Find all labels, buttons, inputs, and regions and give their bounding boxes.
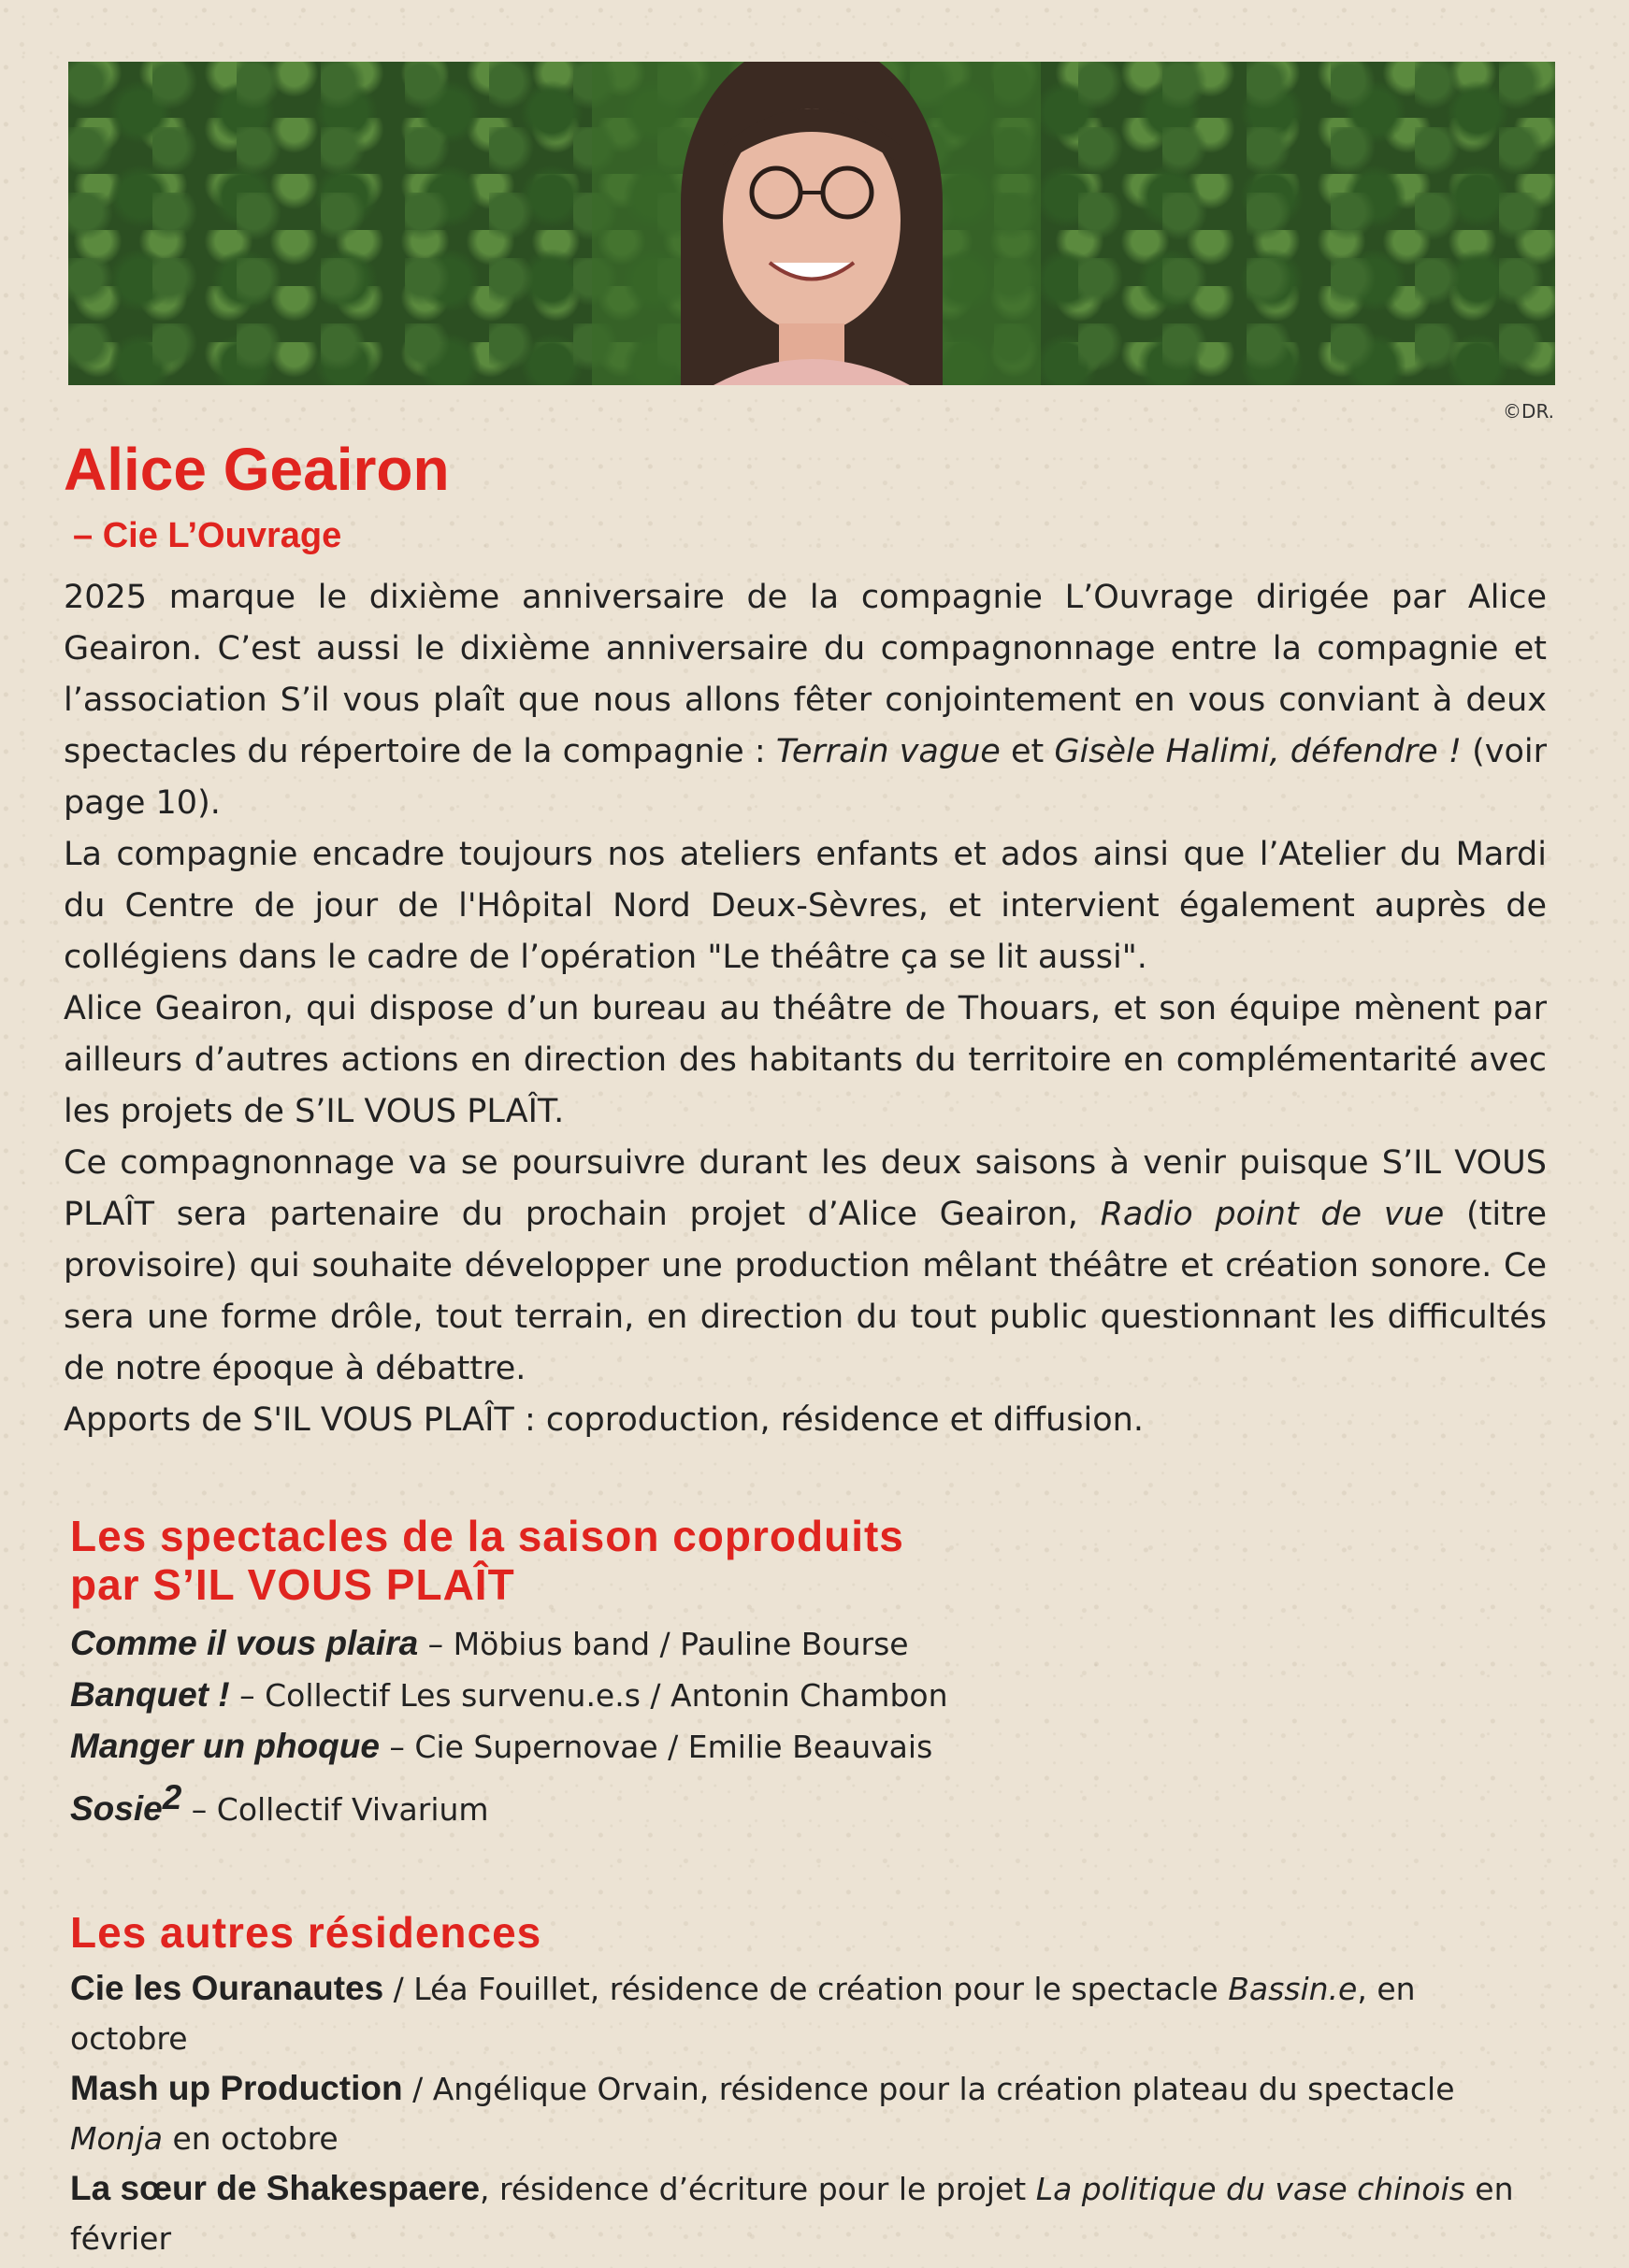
paragraph-4 xyxy=(64,1138,1547,1395)
photo-credit: ©DR. xyxy=(1503,400,1554,423)
show-title: Monja xyxy=(70,2120,163,2157)
text: , résidence d’écriture pour le projet xyxy=(480,2171,1036,2207)
list-item xyxy=(70,1773,1529,1835)
superscript: 2 xyxy=(162,1778,182,1816)
show-detail: – Cie Supernovae / Emilie Beauvais xyxy=(379,1729,933,1765)
show-detail: – Möbius band / Pauline Bourse xyxy=(418,1626,909,1662)
text: , en octobre xyxy=(70,1971,1416,2057)
show-title: Bassin.e xyxy=(1228,1971,1358,2007)
list-item xyxy=(70,1721,1529,1773)
text: 2025 marque le dixième anniversaire de la compagnie L’Ouvrage dirigée par Alice Geairon. C’est aussi le dixième anniversaire du compagnonnage entre la compagnie et l’association S’il vous plaît que nous allons fêter conjointement en vous conviant à deux spectacles du répertoire de la compagnie : xyxy=(64,579,1547,770)
show-title: Terrain vague xyxy=(775,733,1001,770)
text: en octobre xyxy=(162,2120,339,2157)
text: / Léa Fouillet, résidence de création pour le spectacle xyxy=(383,1971,1229,2007)
heading-line: par S’IL VOUS PLAÎT xyxy=(70,1560,515,1609)
text: en février xyxy=(70,2171,1514,2257)
paragraph-3: Alice Geairon, qui dispose d’un bureau au théâtre de Thouars, et son équipe mènent par ailleurs d’autres actions en direction des habitants du territoire en complémentarité avec les projets de S’IL VOUS PLAÎT. xyxy=(64,990,1547,1130)
list-item xyxy=(70,1670,1529,1721)
list-item xyxy=(70,1618,1529,1670)
show-title: Banquet ! xyxy=(70,1675,230,1714)
profile-body xyxy=(64,572,1547,1446)
coproductions-list xyxy=(70,1618,1529,1835)
paragraph-1 xyxy=(64,572,1547,829)
show-title: Comme il vous plaira xyxy=(70,1624,419,1662)
list-item xyxy=(70,2063,1529,2163)
residence-name: Mash up Production xyxy=(70,2069,403,2107)
list-item xyxy=(70,1963,1529,2063)
show-title: Sosie xyxy=(70,1789,163,1828)
text: Ce compagnonnage va se poursuivre durant les deux saisons à venir puisque S’IL VOUS PLAÎT sera partenaire du prochain projet d’Alice Geairon, xyxy=(64,1144,1547,1233)
project-title: Radio point de vue xyxy=(1100,1196,1445,1233)
text: et xyxy=(1000,733,1055,770)
residence-name: La sœur de Shakespaere xyxy=(70,2169,481,2207)
residences-list xyxy=(70,1963,1529,2263)
show-title: Gisèle Halimi, défendre ! xyxy=(1054,733,1462,770)
portrait-photo xyxy=(68,62,1555,385)
company-name: – Cie L’Ouvrage xyxy=(73,516,342,555)
profile-name: Alice Geairon xyxy=(64,436,450,503)
heading-line: Les spectacles de la saison coproduits xyxy=(70,1512,904,1560)
coproductions-heading xyxy=(70,1512,904,1609)
portrait-illustration xyxy=(68,62,1555,385)
residences-heading: Les autres résidences xyxy=(70,1908,542,1957)
paragraph-2: La compagnie encadre toujours nos ateliers enfants et ados ainsi que l’Atelier du Mardi du Centre de jour de l'Hôpital Nord Deux-Sèvres, et intervient également auprès de collégiens dans le cadre de l’opération "Le théâtre ça se lit aussi". xyxy=(64,836,1547,976)
paragraph-5: Apports de S'IL VOUS PLAÎT : coproduction, résidence et diffusion. xyxy=(64,1401,1144,1439)
show-title: Manger un phoque xyxy=(70,1727,380,1765)
list-item xyxy=(70,2163,1529,2263)
show-detail: – Collectif Les survenu.e.s / Antonin Chambon xyxy=(229,1677,948,1714)
text: / Angélique Orvain, résidence pour la création plateau du spectacle xyxy=(402,2071,1455,2107)
text: (voir page 10). xyxy=(64,733,1547,822)
show-detail: – Collectif Vivarium xyxy=(181,1791,489,1828)
text: (titre provisoire) qui souhaite développer une production mêlant théâtre et création sonore. Ce sera une forme drôle, tout terrain, en direction du tout public questionnant les difficultés de notre époque à débattre. xyxy=(64,1196,1547,1387)
show-title: La politique du vase chinois xyxy=(1035,2171,1465,2207)
residence-name: Cie les Ouranautes xyxy=(70,1969,384,2007)
